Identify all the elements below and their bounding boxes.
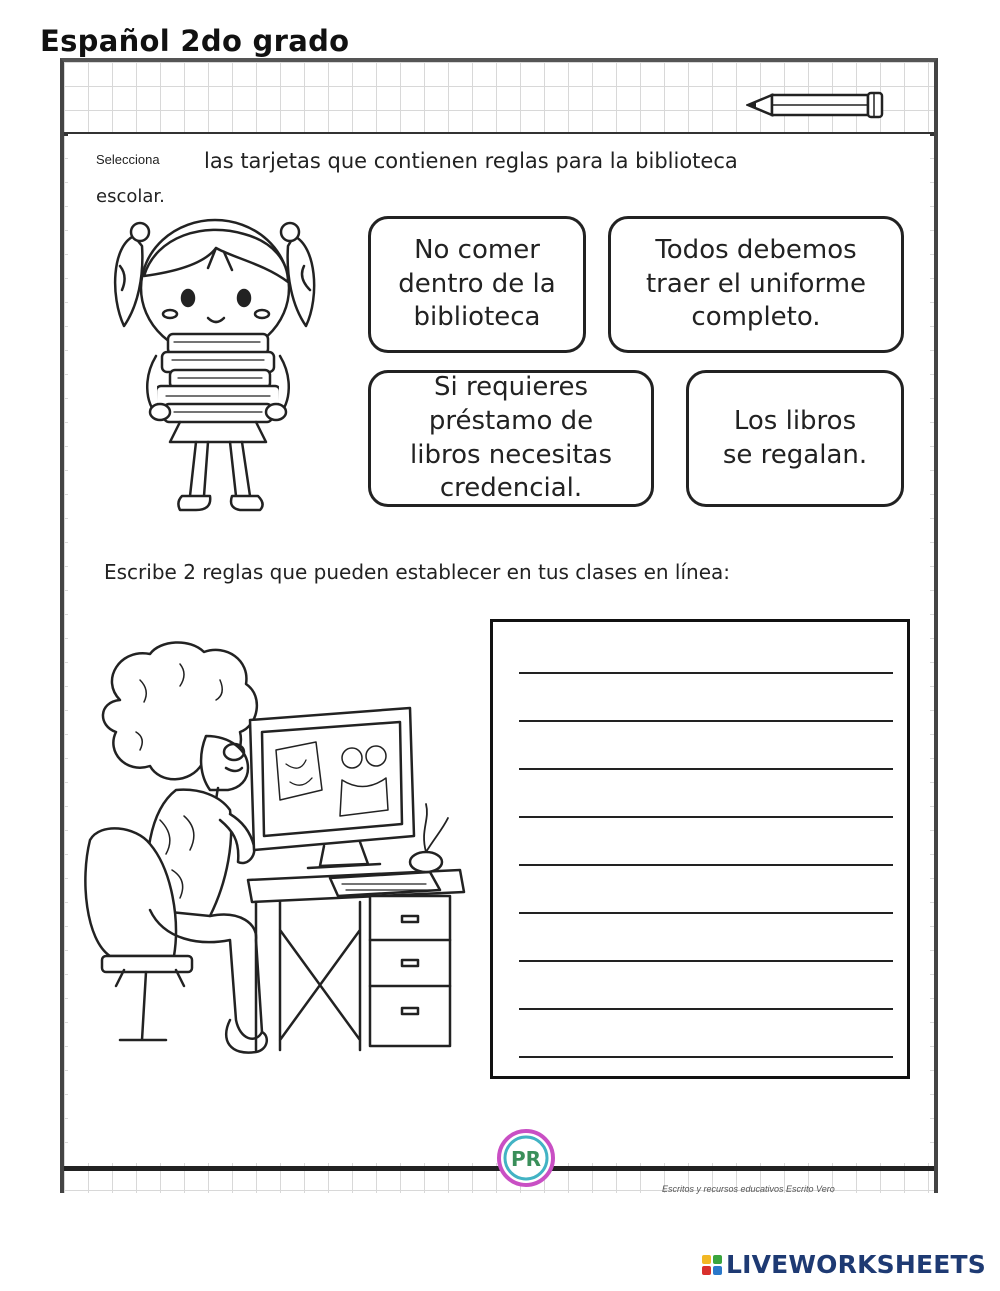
pencil-icon	[746, 90, 886, 120]
girl-with-books-illustration	[104, 206, 334, 522]
pr-logo-text: PR	[510, 1147, 542, 1171]
student-at-computer-illustration	[80, 640, 472, 1070]
selector-label: Selecciona	[96, 152, 160, 167]
brand-icon	[702, 1255, 722, 1275]
instruction-text: las tarjetas que contienen reglas para la biblioteca	[204, 149, 738, 173]
rule-card[interactable]: Los libros se regalan.	[686, 370, 904, 507]
rule-card[interactable]: Si requieres préstamo de libros necesitas credencial.	[368, 370, 654, 507]
rule-card[interactable]: Todos debemos traer el uniforme completo.	[608, 216, 904, 353]
pr-logo	[496, 1128, 556, 1188]
answer-line	[519, 1056, 893, 1058]
brand-name: LIVEWORKSHEETS	[725, 1250, 986, 1279]
answer-line	[519, 816, 893, 818]
answer-input-1[interactable]	[519, 636, 893, 674]
answer-line	[519, 864, 893, 866]
answer-input-2[interactable]	[519, 732, 893, 770]
writing-prompt: Escribe 2 reglas que pueden establecer en tus clases en línea:	[104, 560, 731, 584]
answer-box	[490, 619, 910, 1079]
liveworksheets-brand[interactable]	[702, 1250, 986, 1279]
footer-credit: Escritos y recursos educativos Escrito Vero	[662, 1184, 835, 1194]
instruction-text-continued: escolar.	[96, 186, 165, 207]
page-title: Español 2do grado	[40, 24, 350, 58]
rule-card[interactable]: No comer dentro de la biblioteca	[368, 216, 586, 353]
answer-line	[519, 960, 893, 962]
answer-line	[519, 1008, 893, 1010]
answer-line	[519, 912, 893, 914]
answer-line	[519, 720, 893, 722]
